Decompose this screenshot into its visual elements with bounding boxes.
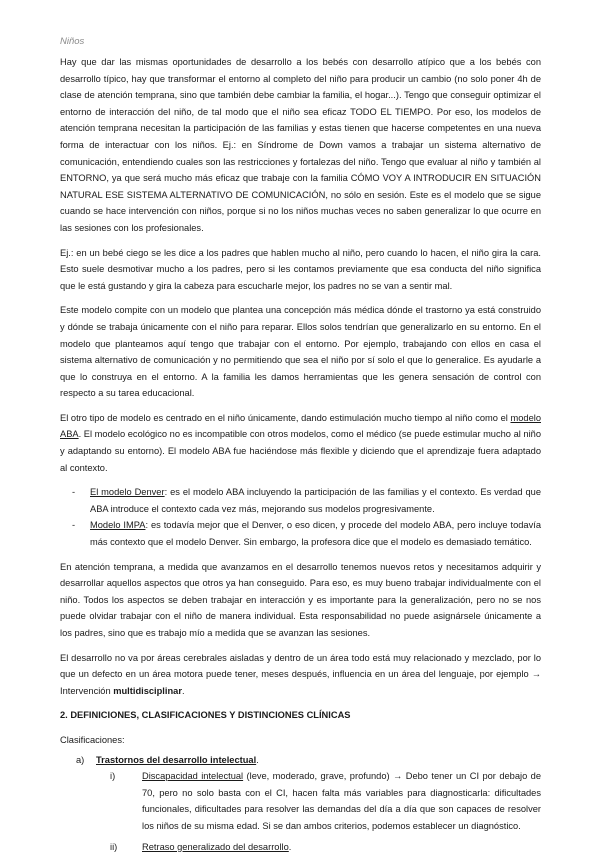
list-item-term: Modelo IMPA <box>90 520 146 531</box>
paragraph-2: Ej.: en un bebé ciego se les dice a los padres que hablen mucho al niño, pero cuando lo hacen, el niño gira la cara. Esto suele desmotivar mucho a los padres, pero si les contamos previamente que esa conducta del niño significa que le está gustando y gira la cabeza para escucharle mejor, los padres no se van a sentir mal. <box>60 247 541 291</box>
section-heading: 2. DEFINICIONES, CLASIFICACIONES Y DISTINCIONES CLÍNICAS <box>60 710 351 721</box>
aba-model-term: modelo ABA <box>60 412 541 440</box>
paragraph-4 <box>60 410 541 476</box>
paragraph-6-pre: El desarrollo no va por áreas cerebrales aisladas y dentro de un área todo está muy relacionado y mezclado, por lo que un defecto en un área motora puede tener, meses después, influencia en un área del lenguaje, por ejemplo → Intervención <box>60 652 541 696</box>
classification-a-label: a) <box>76 754 85 765</box>
classification-item-text: . <box>288 841 292 852</box>
paragraph-6-post: . <box>181 685 185 696</box>
paragraph-1: Hay que dar las mismas oportunidades de desarrollo a los bebés con desarrollo atípico que a los bebés con desarrollo típico, hay que transformar el entorno al completo del niño para producir un cambio (no solo poner 4h de clase de atención temprana, sino que también debe cambiar la familia, el hogar...). Tengo que conseguir optimizar el entorno de interacción del niño, de tal modo que el niño sea eficaz TODO EL TIEMPO. Por eso, los modelos de atención temprana necesitan la participación de las familias y estas tienen que hacerse competentes en una nueva forma de interactuar con los niños. Ej.: en Síndrome de Down vamos a trabajar un sistema alternativo de comunicación, entendiendo cuales son las restricciones y fortalezas del niño. Tengo que evaluar al niño y también al ENTORNO, ya que será mucho más eficaz que trabaje con la familia CÓMO VOY A INTRODUCIR EN SITUACIÓN NATURAL ESE SISTEMA ALTERNATIVO DE COMUNICACIÓN, no sólo en sesión. Este es el modelo que se sigue cuando se hace intervención con niños, porque si no los niños muchas veces no saben generalizar lo que ocurre en las sesiones con los profesionales. <box>60 57 541 233</box>
paragraph-4-post: . El modelo ecológico no es incompatible con otros modelos, como el médico (se puede estimular mucho al niño y adaptando su entorno). El modelo ABA fue haciéndose más flexible y diciendo que el aprendizaje fuera adaptado al contexto. <box>60 429 541 473</box>
list-item-term: El modelo Denver <box>90 487 165 498</box>
classification-a <box>60 752 541 769</box>
classification-a-title: Trastornos del desarrollo intelectual <box>96 754 257 765</box>
paragraph-6 <box>60 650 541 700</box>
document-body <box>60 54 541 859</box>
classification-item-term: Discapacidad intelectual <box>142 771 244 782</box>
paragraph-5: En atención temprana, a medida que avanzamos en el desarrollo tenemos nuevos retos y necesitamos adquirir y desarrollar aquellos aspectos que otros ya han conseguido. Para eso, es muy bueno trabajar individualmente con el niño. Todos los aspectos se deben trabajar en interacción y es importante para la generalización, pero no se nos puede olvidar trabajar con el niño de manera individual. Esta responsabilidad no puede asignársele únicamente a los padres, sino que es trabajo mío a medida que se avanzan las sesiones. <box>60 561 541 638</box>
model-list <box>60 484 541 550</box>
classification-item-text: (leve, moderado, grave, profundo) → Debo tener un CI por debajo de 70, pero no solo basta con el CI, hacen falta más variables para diagnosticarla: dificultades funcionales, dificultades para resolver las demandas del día a día que son capaces de resolver los niños de su misma edad. Si se dan ambos criterios, podemos establecer un diagnóstico. <box>142 771 542 831</box>
multidisciplinar-term: multidisciplinar <box>113 685 182 696</box>
list-item-text: : es todavía mejor que el Denver, o eso dicen, y procede del modelo ABA, pero incluye todavía más contexto que el modelo Denver. Sin embargo, la profesora dice que el modelo es demasiado temático. <box>90 520 541 548</box>
list-item-text: : es el modelo ABA incluyendo la participación de las familias y el contexto. Es verdad que ABA introduce el contexto cada vez más, mejorando sus modelos progresivamente. <box>90 487 541 514</box>
list-item <box>60 517 541 550</box>
page-header: Niños <box>60 36 85 47</box>
classification-item-term: Retraso generalizado del desarrollo <box>142 841 289 852</box>
classification-item-label: i) <box>110 771 116 782</box>
classification-item-label: ii) <box>110 841 118 852</box>
paragraph-3: Este modelo compite con un modelo que plantea una concepción más médica dónde el trastorno ya está construido y dónde se trabaja únicamente con el niño para reparar. Ellos solos tendrían que generalizarlo en su entorno. En el modelo que planteamos aquí tengo que trabajar con el entorno. Por ejemplo, trabajando con ellos en casa el sistema alternativo de comunicación y no permitiendo que sea el niño por sí solo el que lo generalice. Es ayudarle a que lo construya en el entorno. A la familia les damos herramientas que les genera sensación de control con respecto a su tarea educacional. <box>60 305 541 399</box>
section-intro: Clasificaciones: <box>60 734 125 745</box>
paragraph-4-pre: El otro tipo de modelo es centrado en el niño únicamente, dando estimulación mucho tiempo al niño como el <box>60 412 511 423</box>
classification-item <box>60 839 541 856</box>
classification-item <box>60 768 541 834</box>
list-item <box>60 484 541 517</box>
classification-a-period: . <box>256 754 259 765</box>
